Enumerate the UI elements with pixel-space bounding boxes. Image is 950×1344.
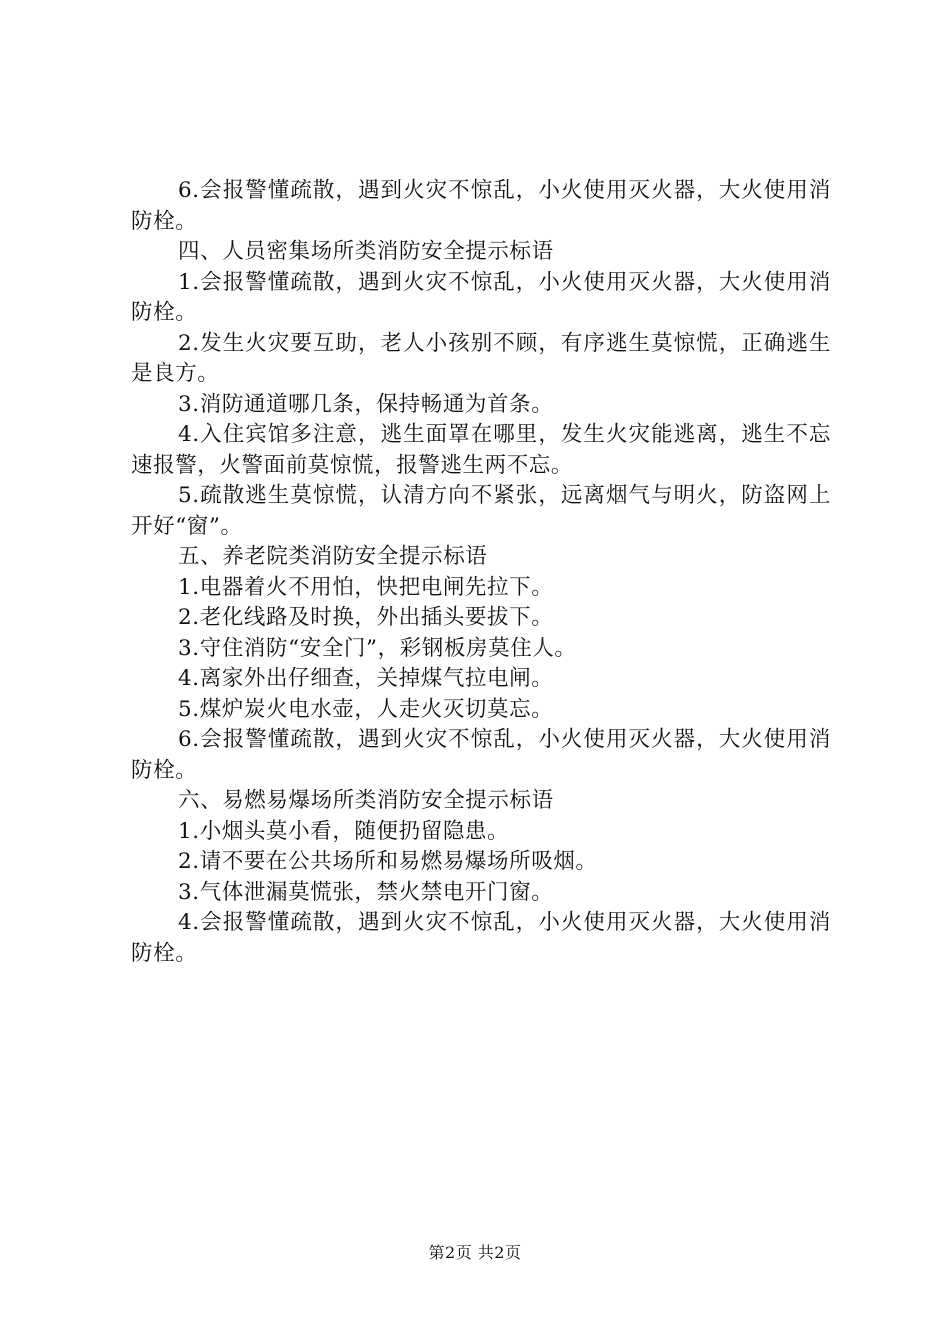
paragraph: 3.守住消防“安全门”，彩钢板房莫住人。: [178, 635, 577, 661]
paragraph: 3.气体泄漏莫慌张，禁火禁电开门窗。: [178, 879, 554, 905]
section-heading: 六、易燃易爆场所类消防安全提示标语: [178, 788, 554, 813]
paragraph: 1.小烟头莫小看，随便扔留隐患。: [178, 818, 510, 844]
paragraph: 3.消防通道哪几条，保持畅通为首条。: [178, 391, 554, 417]
paragraph: 5.煤炉炭火电水壶，人走火灭切莫忘。: [178, 696, 554, 722]
paragraph: 2.老化线路及时换，外出插头要拔下。: [178, 605, 554, 630]
paragraph: 4.入住宾馆多注意，逃生面罩在哪里，发生火灾能逃离，逃生不忘速报警，火警面前莫惊慌，报警逃生两不忘。: [131, 422, 831, 478]
paragraph: 6.会报警懂疏散，遇到火灾不惊乱，小火使用灭火器，大火使用消防栓。: [131, 178, 831, 234]
paragraph: 5.疏散逃生莫惊慌，认清方向不紧张，远离烟气与明火，防盗网上开好“窗”。: [131, 483, 831, 539]
document-body: [131, 176, 831, 969]
paragraph: 6.会报警懂疏散，遇到火灾不惊乱，小火使用灭火器，大火使用消防栓。: [131, 727, 831, 783]
paragraph: 2.请不要在公共场所和易燃易爆场所吸烟。: [178, 849, 598, 874]
page-number-footer: 第2页 共2页: [428, 1243, 522, 1262]
paragraph: 2.发生火灾要互助，老人小孩别不顾，有序逃生莫惊慌，正确逃生是良方。: [131, 330, 831, 386]
section-heading: 四、人员密集场所类消防安全提示标语: [178, 239, 554, 264]
paragraph: 4.会报警懂疏散，遇到火灾不惊乱，小火使用灭火器，大火使用消防栓。: [131, 910, 831, 966]
paragraph: 1.会报警懂疏散，遇到火灾不惊乱，小火使用灭火器，大火使用消防栓。: [131, 269, 831, 325]
section-heading: 五、养老院类消防安全提示标语: [178, 544, 488, 569]
paragraph: 1.电器着火不用怕，快把电闸先拉下。: [178, 574, 554, 600]
paragraph: 4.离家外出仔细查，关掉煤气拉电闸。: [178, 666, 554, 691]
